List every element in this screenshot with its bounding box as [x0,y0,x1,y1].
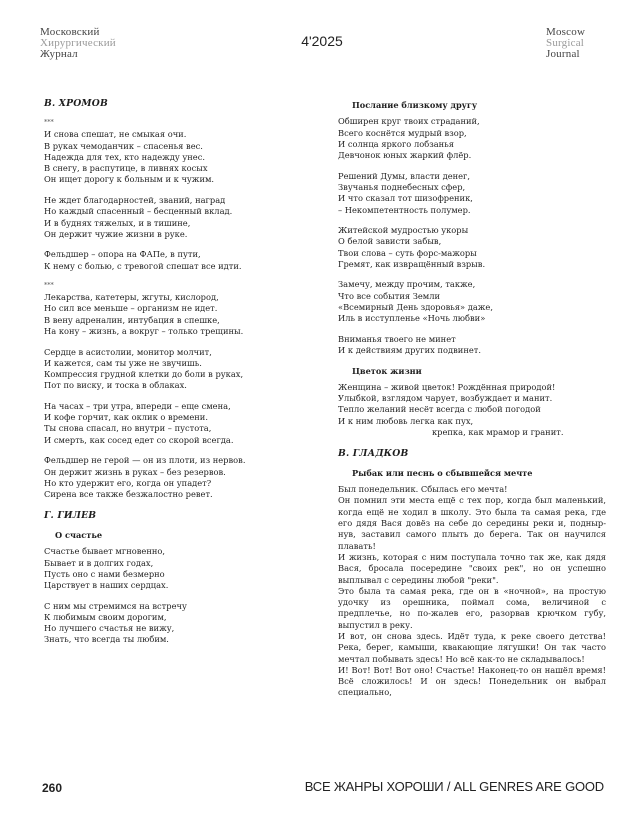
author-heading: В. ХРОМОВ [44,98,108,109]
issue-number: 4'2025 [301,33,343,49]
poem-flower [338,382,606,438]
poem-line: крепка, как мрамор и гранит. [432,427,564,438]
poem-line: И солнца яркого лобзанья [338,138,454,149]
poem-line: Что все события Земли [338,290,441,301]
poem-line: Девчонок юных жаркий флёр. [338,150,472,161]
poem-line: Он ищет дорогу к больным и к чужим. [44,174,215,185]
poem-line: Улыбкой, взглядом чарует, возбуждает и манит. [338,393,553,404]
poem-line: К нему с болью, с тревогой спешат все идти. [44,260,242,271]
poem-line: К любимым своим дорогим, [44,611,167,622]
poem-line: Он держит жизнь в руках – без резервов. [44,466,226,477]
poem-stanza [44,347,312,392]
poem-line: На часах – три утра, впереди – еще смена, [44,400,231,411]
author-heading: В. ГЛАДКОВ [338,447,409,459]
story-paragraph: Он помнил эти места ещё с тех пор, когда был маленький, когда ещё не ходил в школу. Это была та самая река, где его дядя Вася довёз на себе до середины реки и, подныр-нув, заставил самого плыть до берега. Так он научился плавать! [338,495,606,551]
poem-line: Надежда для тех, кто надежду унес. [44,151,205,162]
poem-stanza [338,279,606,324]
right-column [338,98,606,699]
poem-stanza [44,249,312,272]
poem-line: Компрессия грудной клетки до боли в руках, [44,369,244,380]
author-heading: Г. ГИЛЕВ [44,509,97,521]
poem-stanza [44,601,312,646]
poem-line: Пот по виску, и тоска в облаках. [44,380,187,391]
poem-line: И смерть, как сосед едет со скорой всегда. [44,434,234,445]
poem-letter [338,116,606,356]
poem-title: Послание близкому другу [352,100,478,110]
poem-line: В вену адреналин, интубация в спешке, [44,314,220,325]
poem-stanza [44,129,312,185]
poem-title: О счастье [55,529,103,540]
poem-line: Тепло желаний несёт всегда с любой погодой [338,404,541,415]
poem-line: Звучанья поднебесных сфер, [338,181,466,192]
poem-line: – Некомпетентность полумер. [338,204,471,215]
poem-line: Гремят, как извращённый взрыв. [338,258,486,269]
poem-line: И кофе горчит, как оклик о времени. [44,412,208,423]
logo-line-3: Journal [546,48,580,60]
poem-separator: *** [44,281,54,290]
poem-line: Замечу, между прочим, также, [338,279,476,290]
poem-line: Сердце в асистолии, монитор молчит, [44,346,212,357]
journal-logo-en [546,27,585,60]
poem-line: В руках чемоданчик – спасенья вес. [44,140,203,151]
poem-stanza [44,292,312,337]
poem-line: И снова спешат, не смыкая очи. [44,129,187,140]
poem-line: Но каждый спасенный – бесценный вклад. [44,206,233,217]
left-column [44,98,312,655]
poem-line: Знать, что всегда ты любим. [44,634,169,645]
poem-line: О белой зависти забыв, [338,236,442,247]
poem-line: Не ждет благодарностей, званий, наград [44,194,226,205]
poem-line: Бывает и в долгих годах, [44,557,154,568]
poem-line: Сирена все также безжалостно ревет. [44,489,213,500]
poem-line: Ты снова спасал, но внутри – пустота, [44,423,212,434]
poem-line: С ним мы стремимся на встречу [44,600,187,611]
logo-line-2: Surgical [546,37,585,49]
page-number: 260 [42,781,63,795]
logo-line-3: Журнал [40,48,78,60]
poem-line: Счастье бывает мгновенно, [44,546,166,557]
poem-line: Женщина – живой цветок! Рождённая природой! [338,381,556,392]
poem-stanza [338,171,606,216]
story-paragraph: И вот, он снова здесь. Идёт туда, к реке своего детства! Река, берег, камыши, квакающие лягушки! Он так часто мечтал побывать здесь! Но всё как-то не складывалось! [338,631,606,664]
story-text [338,484,606,699]
poem-stanza [44,546,312,591]
poem-line: И в буднях тяжелых, и в тишине, [44,217,191,228]
poem-stanza [338,225,606,270]
poem-line: Но сил все меньше – организм не идет. [44,303,218,314]
story-paragraph: И! Вот! Вот! Вот оно! Счастье! Наконец-то он нашёл время! Всё сложилось! И он здесь! Понедельник он выбрал специально, [338,664,606,698]
poem-line: Вниманья твоего не минет [338,333,456,344]
poem-title: Цветок жизни [352,365,422,376]
poem-line: Иль в исступленье «Ночь любви» [338,313,486,324]
story-paragraph: Это была та самая река, где он в «ночной», на простую удочку из орешника, поймал сома, величиной с предплечье, но по-жалев его, разорвав крючком губу, выпустил в реку. [338,585,606,630]
section-title: ВСЕ ЖАНРЫ ХОРОШИ / ALL GENRES ARE GOOD [304,779,604,794]
poem-khromov-1 [44,129,312,272]
poem-stanza [338,334,606,357]
logo-line-1: Московский [40,26,100,38]
poem-line: И к действиям других подвинет. [338,345,482,356]
poem-line: На кону – жизнь, а вокруг – только трещины. [44,326,244,337]
story-title: Рыбак или песнь о сбывшейся мечте [352,467,533,478]
poem-separator: *** [44,118,54,127]
poem-line: И к ним любовь легка как пух, [338,415,474,426]
poem-stanza [44,455,312,500]
poem-line: И кажется, сам ты уже не звучишь. [44,357,202,368]
poem-line: Но лучшего счастья не вижу, [44,623,175,634]
poem-line: Пусть оно с нами безмерно [44,568,165,579]
poem-stanza [44,195,312,240]
poem-khromov-2 [44,292,312,500]
poem-line: Всего коснётся мудрый взор, [338,127,467,138]
poem-line: Лекарства, катетеры, жгуты, кислород, [44,292,219,303]
poem-line: Твои слова – суть форс-мажоры [338,247,477,258]
poem-stanza [44,401,312,446]
logo-line-2: Хирургический [40,37,116,49]
poem-line: И что сказал тот шизофреник, [338,193,473,204]
poem-line: Но кто удержит его, когда он упадет? [44,477,212,488]
poem-gilev [44,546,312,646]
poem-stanza [338,116,606,161]
logo-line-1: Moscow [546,26,586,38]
poem-line: «Всемирный День здоровья» даже, [338,302,493,313]
poem-line: Решений Думы, власти денег, [338,170,471,181]
poem-line: Фельдшер – опора на ФАПе, в пути, [44,249,201,260]
poem-line: Он держит чужие жизни в руке. [44,228,188,239]
poem-line: Царствует в наших сердцах. [44,580,169,591]
story-paragraph: И жизнь, которая с ним поступала точно так же, как дядя Вася, бросала посередине "своих рек", но он успешно выплывал с середины любой "реки". [338,551,606,585]
poem-line: Обширен круг твоих страданий, [338,116,480,127]
poem-line: В снегу, в распутице, в ливнях косых [44,163,208,174]
poem-line: Фельдшер не герой — он из плоти, из нервов. [44,455,246,466]
poem-line: Житейской мудростью укоры [338,225,469,236]
story-paragraph: Был понедельник. Сбылась его мечта! [338,484,508,495]
